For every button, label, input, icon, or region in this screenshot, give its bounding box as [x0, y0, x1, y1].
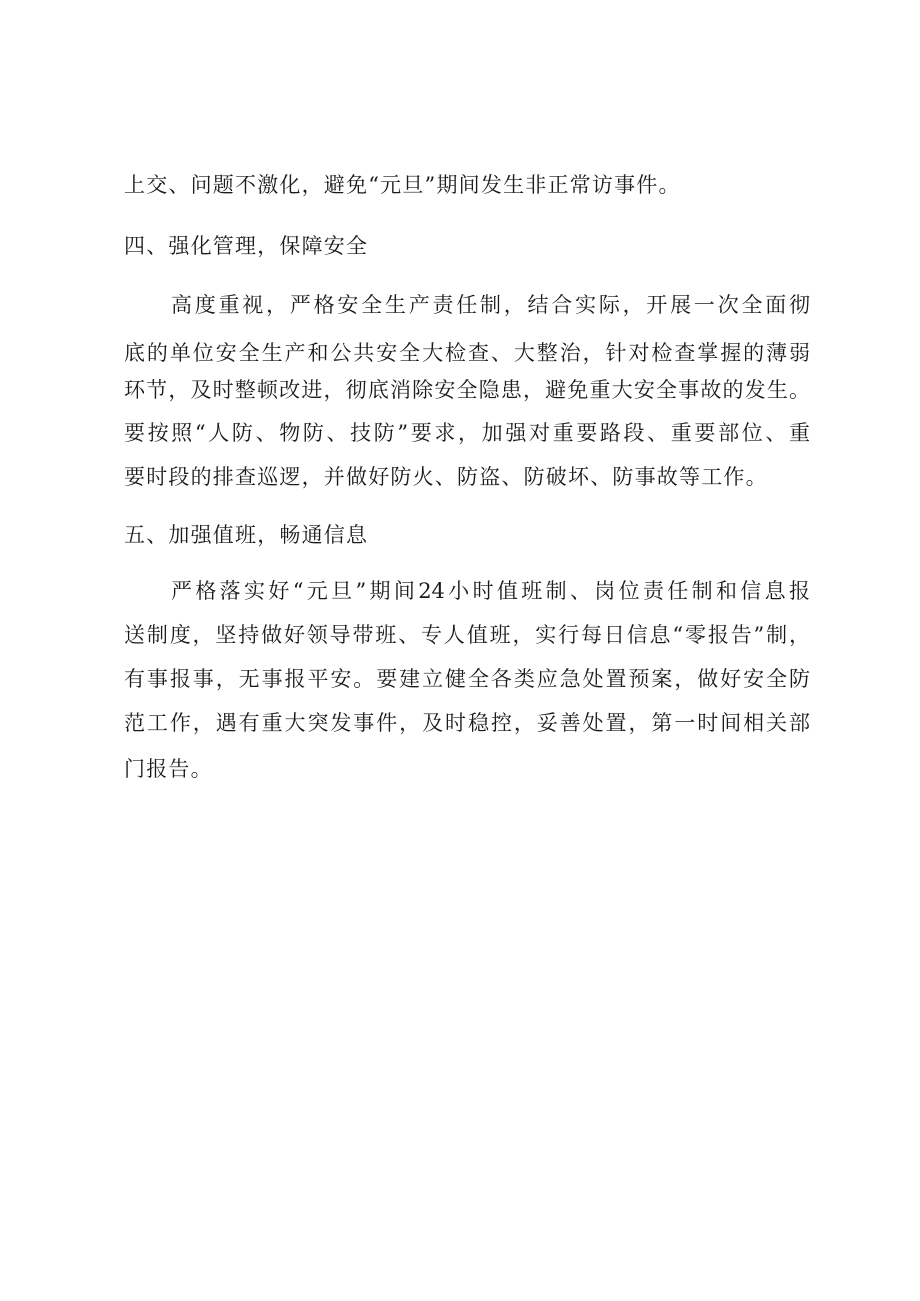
paragraph-line: 范工作，遇有重大突发事件，及时稳控，妥善处置，第一时间相关部: [124, 711, 810, 735]
paragraph-line: 高度重视，严格安全生产责任制，结合实际，开展一次全面彻: [171, 293, 810, 317]
paragraph-line: 送制度，坚持做好领导带班、专人值班，实行每日信息“零报告”制，: [124, 623, 810, 647]
paragraph-line: 有事报事，无事报平安。要建立健全各类应急处置预案，做好安全防: [124, 667, 810, 691]
section-heading-4: 四、强化管理，保障安全: [124, 234, 369, 258]
paragraph-line: 环节，及时整顿改进，彻底消除安全隐患，避免重大安全事故的发生。: [124, 378, 810, 402]
paragraph-line: 上交、问题不激化，避免“元旦”期间发生非正常访事件。: [124, 173, 681, 197]
paragraph-line: 要时段的排查巡逻，并做好防火、防盗、防破坏、防事故等工作。: [124, 465, 768, 489]
paragraph-line: 要按照“人防、物防、技防”要求，加强对重要路段、重要部位、重: [124, 421, 810, 445]
paragraph-line: 严格落实好“元旦”期间24小时值班制、岗位责任制和信息报: [171, 579, 810, 603]
paragraph-line: 底的单位安全生产和公共安全大检查、大整治，针对检查掌握的薄弱: [124, 341, 810, 365]
paragraph-line: 门报告。: [124, 757, 213, 781]
section-heading-5: 五、加强值班，畅通信息: [124, 523, 369, 547]
